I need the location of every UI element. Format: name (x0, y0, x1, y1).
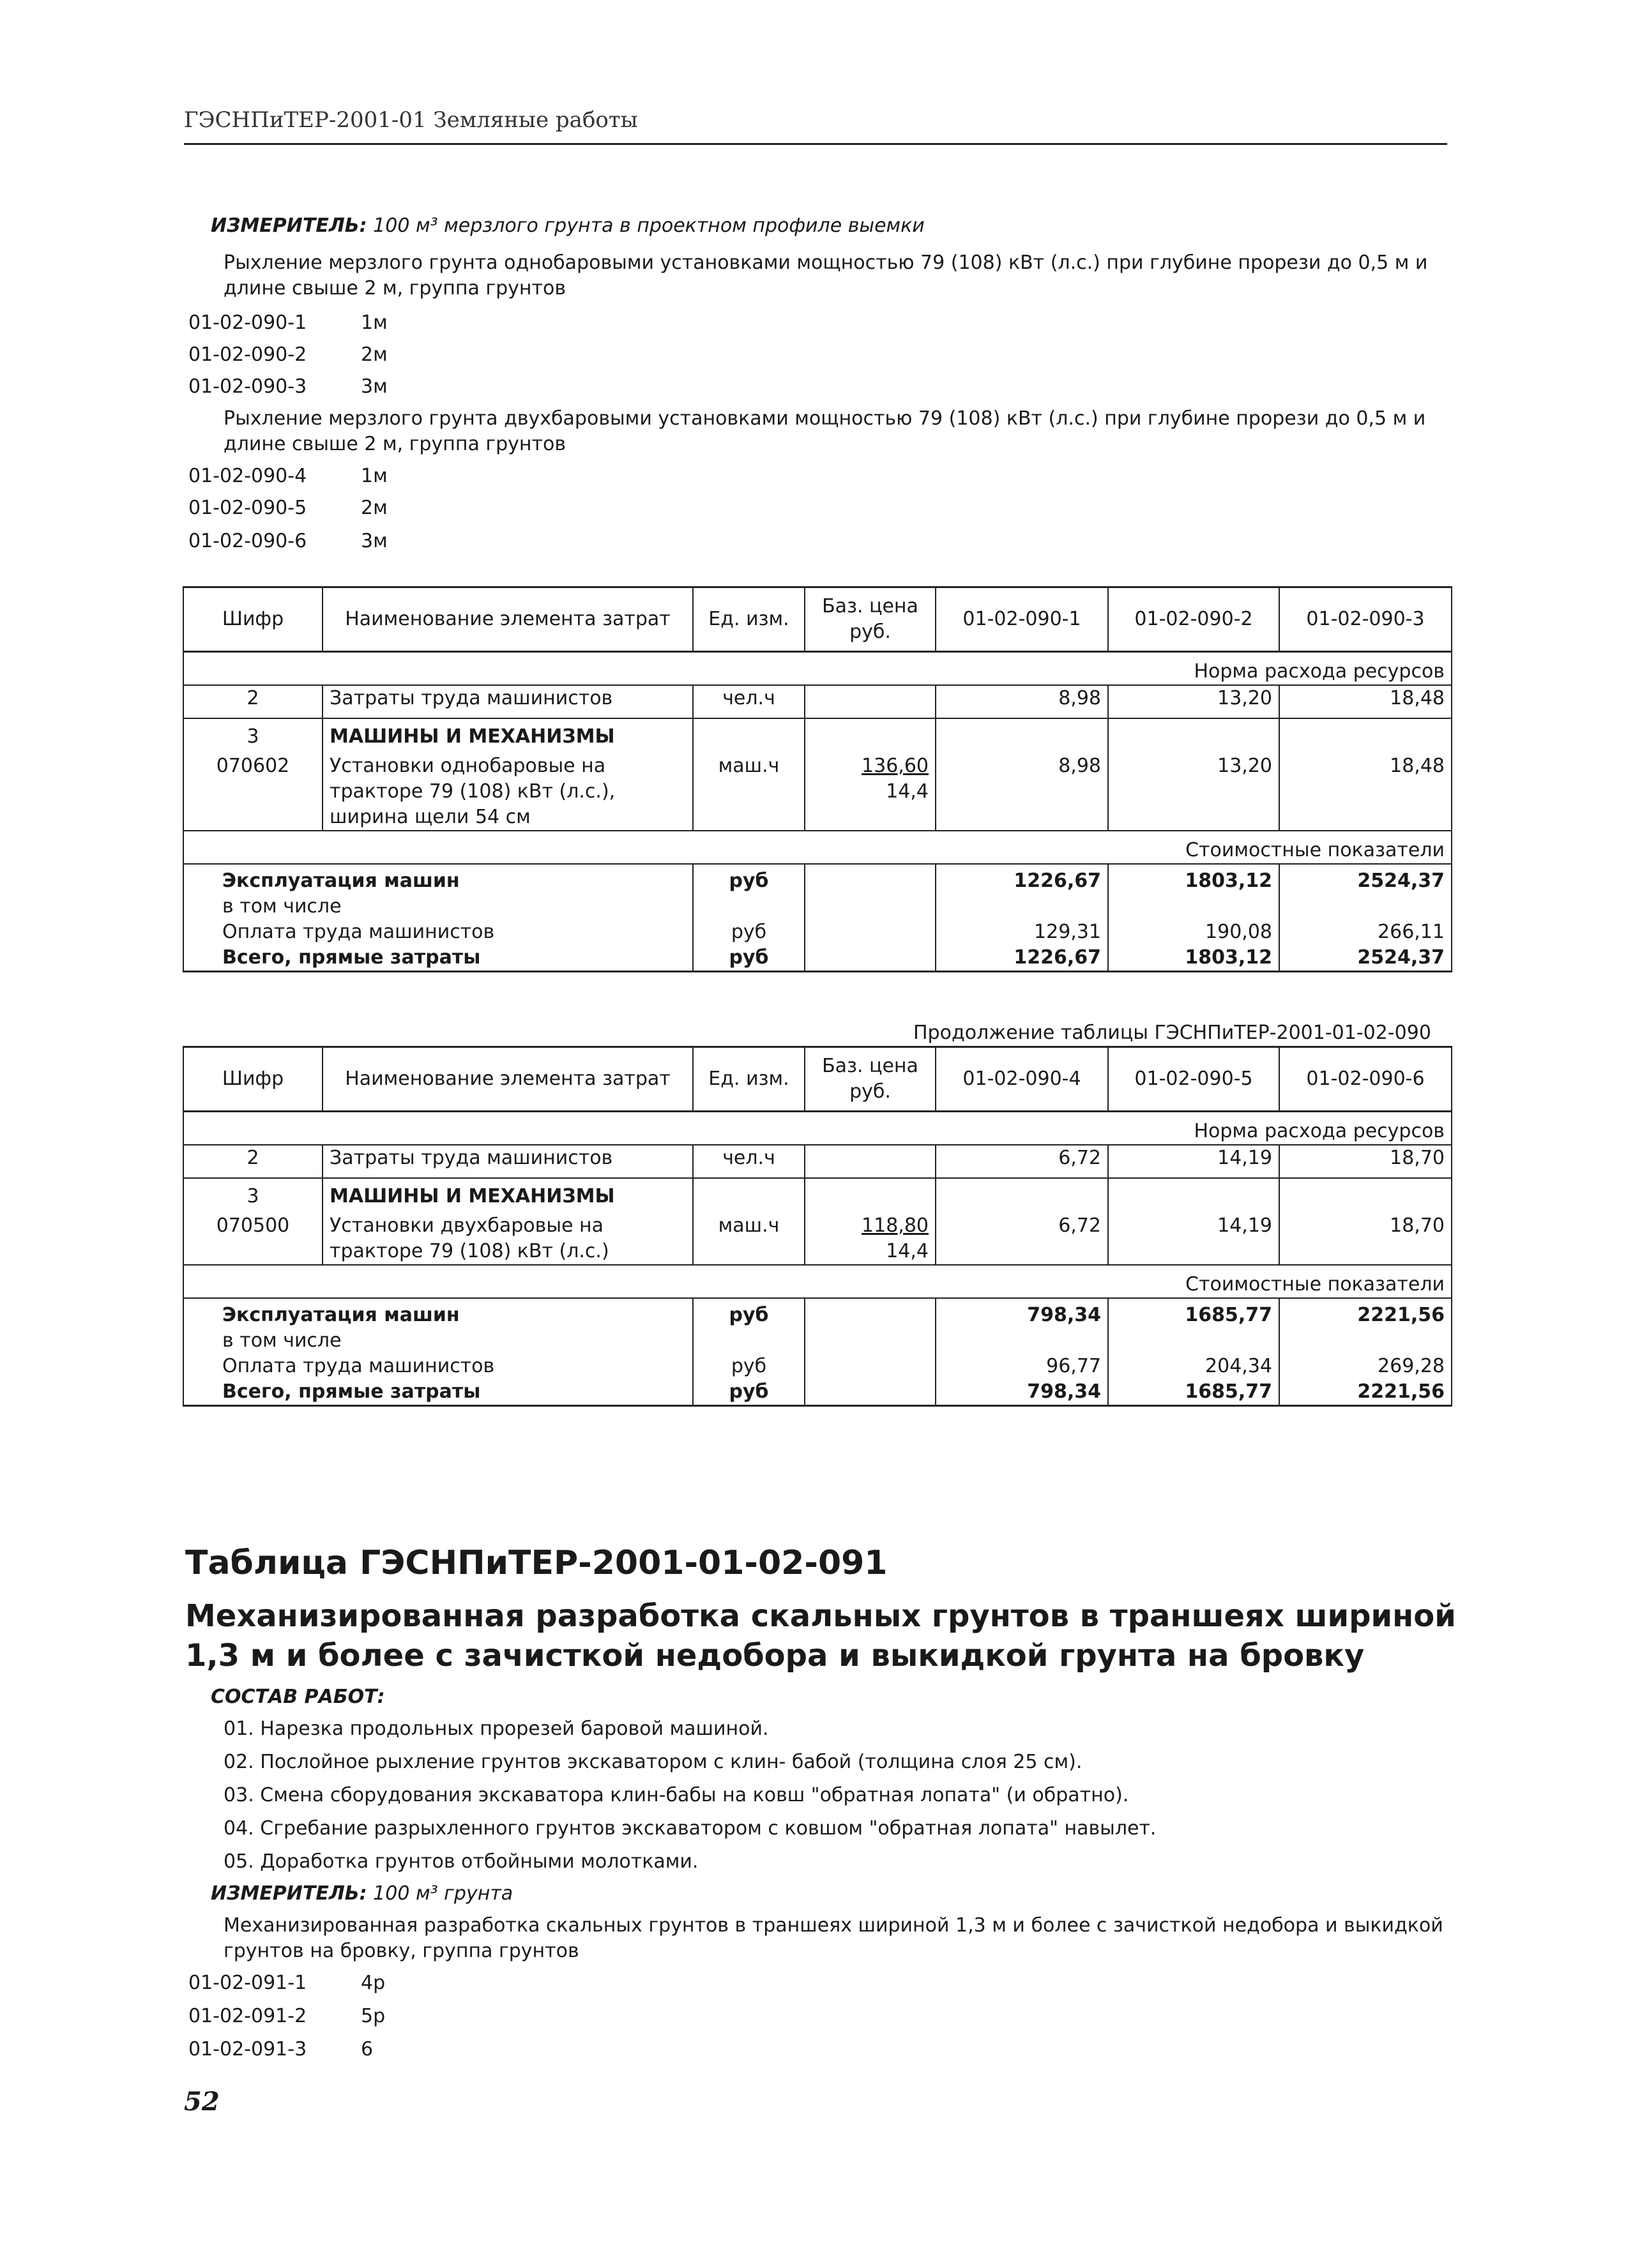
measure-text: 100 м³ мерзлого грунта в проектном профиле выемки (373, 215, 925, 237)
table-row: 3 МАШИНЫ И МЕХАНИЗМЫ (183, 1178, 1452, 1209)
col-header: 01-02-090-6 (1279, 1047, 1452, 1112)
table-row: 070500 Установки двухбаровые на тракторе 79 (108) кВт (л.с.) маш.ч 118,80 14,4 6,72 14,19 18,70 (183, 1209, 1452, 1265)
col-header: Наименование элемента затрат (323, 587, 693, 652)
list-item: 01-02-090-5 2м (188, 497, 388, 519)
table-row: Всего, прямые затраты руб 1226,67 1803,12 2524,37 (183, 945, 1452, 972)
col-header: 01-02-090-4 (936, 1047, 1108, 1112)
list-item: 01-02-090-3 3м (188, 375, 388, 398)
table-row: 2 Затраты труда машинистов чел.ч 6,72 14,19 18,70 (183, 1145, 1452, 1178)
list-item: 01-02-090-4 1м (188, 465, 388, 487)
list-item: 04. Сгребание разрыхленного грунтов экскаватором с ковшом "обратная лопата" навылет. (224, 1817, 1157, 1840)
table-row: Оплата труда машинистов руб 129,31 190,08 266,11 (183, 919, 1452, 945)
table-row: Оплата труда машинистов руб 96,77 204,34 269,28 (183, 1354, 1452, 1379)
list-item: 01. Нарезка продольных прорезей баровой машиной. (224, 1718, 769, 1740)
table-row: 2 Затраты труда машинистов чел.ч 8,98 13,20 18,48 (183, 685, 1452, 718)
col-header: Шифр (183, 1047, 323, 1112)
section-subtitle: Механизированная разработка скальных грунтов в траншеях шириной 1,3 м и более с зачисткой недобора и выкидкой грунта на бровку (185, 1598, 1456, 1674)
description-3: Механизированная разработка скальных грунтов в траншеях шириной 1,3 м и более с зачисткой недобора и выкидкой грунтов на бровку, группа грунтов (224, 1914, 1443, 1962)
table-row: 070602 Установки однобаровые на тракторе 79 (108) кВт (л.с.), ширина щели 54 см маш.ч 136,60 14,4 8,98 13,20 18,48 (183, 750, 1452, 831)
list-item: 01-02-090-1 1м (188, 312, 388, 334)
list-item: 05. Доработка грунтов отбойными молотками. (224, 1850, 699, 1873)
list-item: 01-02-090-6 3м (188, 530, 388, 552)
norm-label: Норма расхода ресурсов (183, 1112, 1452, 1145)
table-title: Таблица ГЭСНПиТЕР-2001-01-02-091 (185, 1544, 888, 1582)
measure-label: ИЗМЕРИТЕЛЬ: (211, 215, 367, 237)
list-item: 02. Послойное рыхление грунтов экскаватором с клин- бабой (толщина слоя 25 см). (224, 1751, 1083, 1773)
table-row: Всего, прямые затраты руб 798,34 1685,77 2221,56 (183, 1379, 1452, 1406)
col-header: Ед. изм. (693, 1047, 805, 1112)
col-header: Наименование элемента затрат (323, 1047, 693, 1112)
continuation-caption: Продолжение таблицы ГЭСНПиТЕР-2001-01-02-090 (913, 1022, 1431, 1044)
table-row: 3 МАШИНЫ И МЕХАНИЗМЫ (183, 718, 1452, 750)
norm-label: Норма расхода ресурсов (183, 652, 1452, 686)
table-row: в том числе (183, 894, 1452, 919)
running-header: ГЭСНПиТЕР-2001-01 Земляные работы (184, 107, 1447, 145)
list-item: 01-02-090-2 2м (188, 344, 388, 366)
col-header: 01-02-090-2 (1108, 587, 1279, 652)
composition-label: СОСТАВ РАБОТ: (211, 1686, 385, 1708)
table-row: в том числе (183, 1328, 1452, 1354)
list-item: 01-02-091-3 6 (188, 2038, 374, 2060)
col-header: Ед. изм. (693, 587, 805, 652)
page-number: 52 (184, 2087, 220, 2117)
measure-label: ИЗМЕРИТЕЛЬ: (211, 1882, 367, 1905)
measure-line-2 (211, 1882, 513, 1905)
list-item: 01-02-091-2 5р (188, 2005, 386, 2027)
list-item: 01-02-091-1 4р (188, 1972, 386, 1994)
list-item: 03. Смена сборудования экскаватора клин-бабы на ковш "обратная лопата" (и обратно). (224, 1784, 1129, 1806)
col-header: Баз. цена руб. (805, 1047, 936, 1112)
table-row: Эксплуатация машин руб 798,34 1685,77 2221,56 (183, 1298, 1452, 1328)
table-row: Эксплуатация машин руб 1226,67 1803,12 2524,37 (183, 864, 1452, 894)
col-header: Баз. цена руб. (805, 587, 936, 652)
measure-text: 100 м³ грунта (373, 1882, 513, 1905)
col-header: 01-02-090-1 (936, 587, 1108, 652)
cost-label: Стоимостные показатели (183, 1265, 1452, 1298)
description-1: Рыхление мерзлого грунта однобаровыми установками мощностью 79 (108) кВт (л.с.) при глубине прорези до 0,5 м и длине свыше 2 м, группа грунтов (224, 252, 1428, 299)
measure-line-1 (211, 215, 925, 237)
resource-table-2 (183, 1046, 1452, 1407)
col-header: 01-02-090-5 (1108, 1047, 1279, 1112)
col-header: 01-02-090-3 (1279, 587, 1452, 652)
cost-label: Стоимостные показатели (183, 831, 1452, 864)
col-header: Шифр (183, 587, 323, 652)
resource-table-1 (183, 586, 1452, 972)
description-2: Рыхление мерзлого грунта двухбаровыми установками мощностью 79 (108) кВт (л.с.) при глубине прорези до 0,5 м и длине свыше 2 м, группа грунтов (224, 407, 1426, 455)
